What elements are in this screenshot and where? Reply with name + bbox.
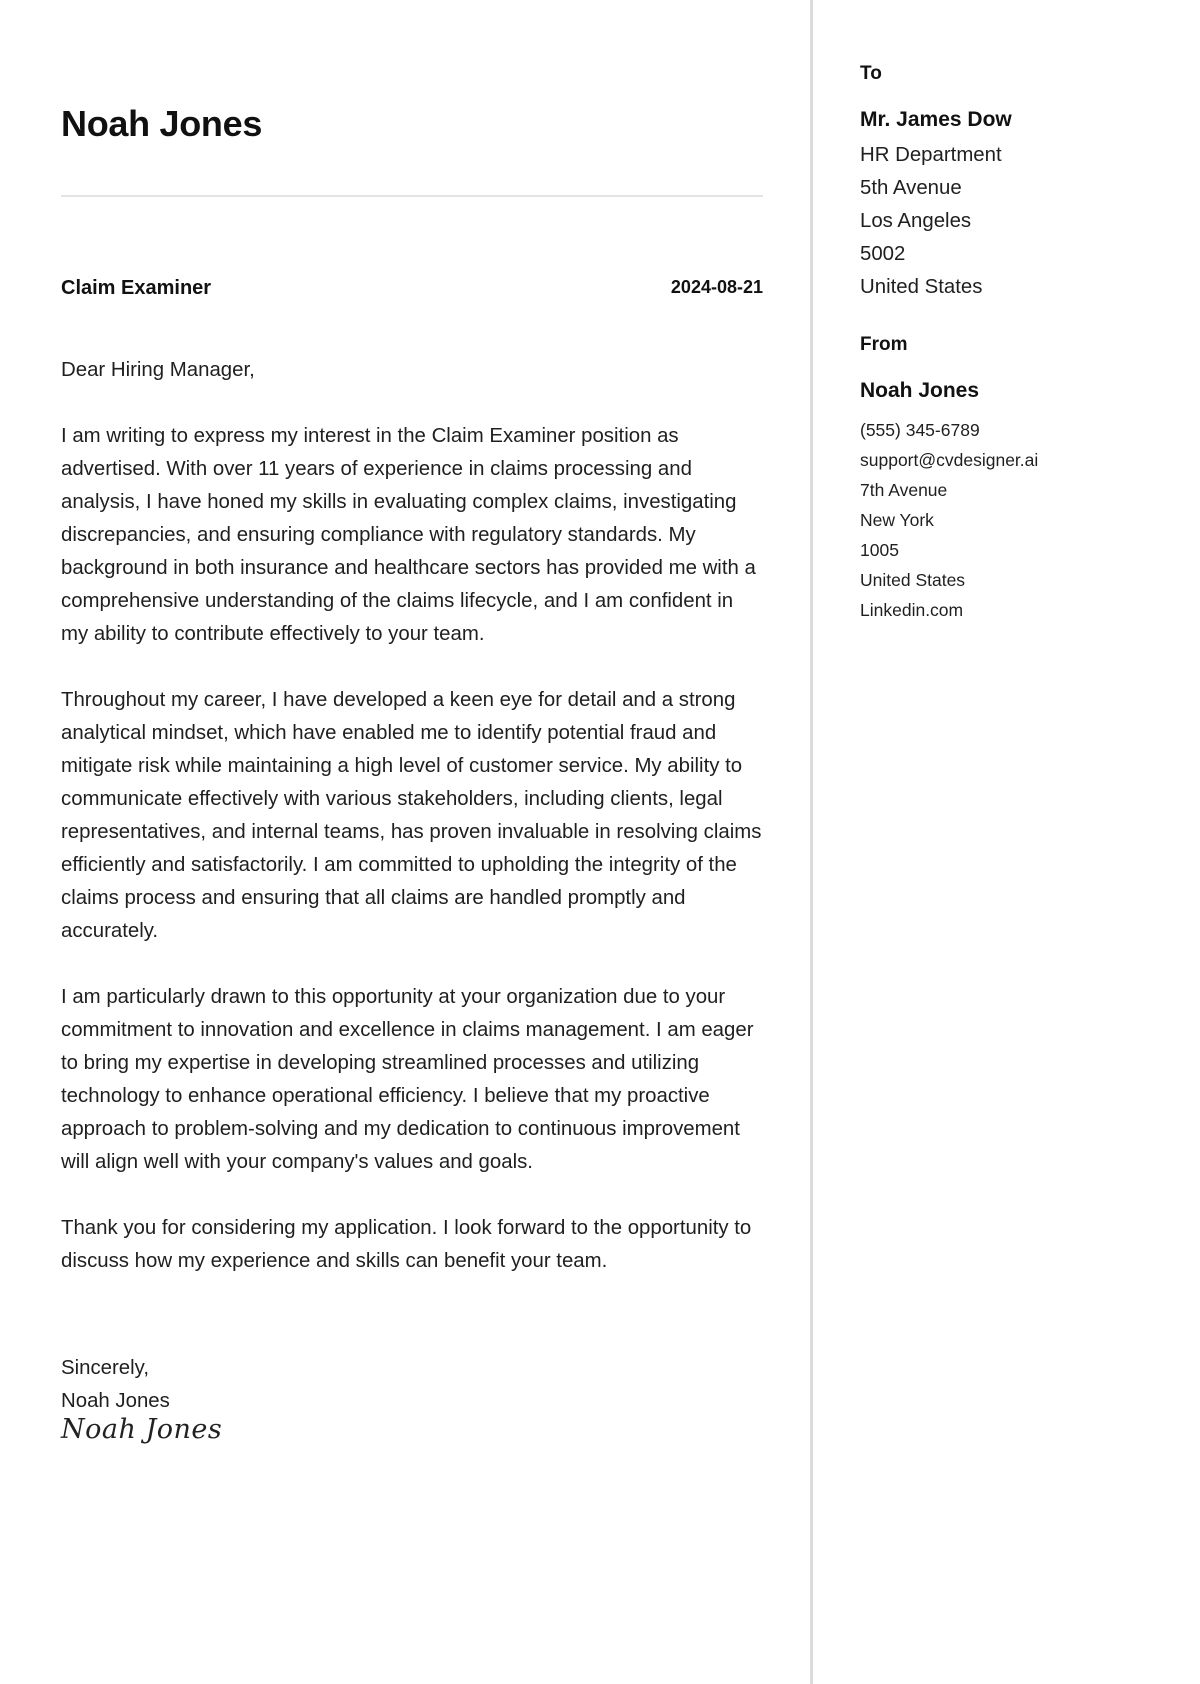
recipient-city: Los Angeles [860, 210, 972, 232]
recipient-street: 5th Avenue [860, 177, 962, 199]
body-paragraph: I am writing to express my interest in the Claim Examiner position as advertised. With over 11 years of experience in claims processing and analysis, I have honed my skills in evaluating complex claims, investigating discrepancies, and ensuring compliance with regulatory standards. My background in both insurance and healthcare sectors has provided me with a comprehensive understanding of the claims lifecycle, and I am confident in my ability to contribute effectively to your team. [61, 425, 756, 645]
body-paragraph: I am particularly drawn to this opportunity at your organization due to your commitment to innovation and excellence in claims management. I am eager to bring my expertise in developing streamlined processes and utilizing technology to enhance operational efficiency. I believe that my proactive approach to problem-solving and my dedication to continuous improvement will align well with your company's values and goals. [61, 986, 754, 1173]
sender-phone: (555) 345-6789 [860, 420, 980, 440]
recipient-country: United States [860, 276, 983, 298]
sender-street: 7th Avenue [860, 480, 948, 500]
handwritten-signature: Noah Jones [61, 1414, 223, 1445]
letter-body [61, 354, 763, 1311]
sender-postal-code: 1005 [860, 540, 899, 560]
sender-email: support@cvdesigner.ai [860, 450, 1039, 470]
letter-closing [61, 1352, 170, 1418]
recipient-postal-code: 5002 [860, 243, 906, 265]
applicant-name: Noah Jones [61, 103, 263, 144]
sender-country: United States [860, 570, 966, 590]
recipient-department: HR Department [860, 144, 1002, 166]
closing-name: Noah Jones [61, 1390, 170, 1412]
sender-name: Noah Jones [860, 379, 980, 402]
recipient-name: Mr. James Dow [860, 108, 1012, 131]
closing-phrase: Sincerely, [61, 1357, 150, 1379]
body-paragraph: Thank you for considering my application. I look forward to the opportunity to discuss how my experience and skills can benefit your team. [61, 1217, 752, 1272]
header-divider [61, 195, 763, 197]
to-heading: To [860, 63, 882, 84]
greeting: Dear Hiring Manager, [61, 359, 255, 381]
sender-city: New York [860, 510, 934, 530]
letter-date: 2024-08-21 [670, 277, 763, 297]
column-divider [810, 0, 813, 1684]
sender-contact [860, 415, 1038, 625]
job-title: Claim Examiner [61, 277, 212, 299]
sender-website: Linkedin.com [860, 600, 964, 620]
recipient-address [860, 139, 1002, 304]
body-paragraph: Throughout my career, I have developed a keen eye for detail and a strong analytical mindset, which have enabled me to identify potential fraud and mitigate risk while maintaining a high level of customer service. My ability to communicate effectively with various stakeholders, including clients, legal representatives, and internal teams, has proven invaluable in resolving claims efficiently and satisfactorily. I am committed to upholding the integrity of the claims process and ensuring that all claims are handled promptly and accurately. [61, 689, 762, 942]
from-heading: From [860, 334, 908, 355]
